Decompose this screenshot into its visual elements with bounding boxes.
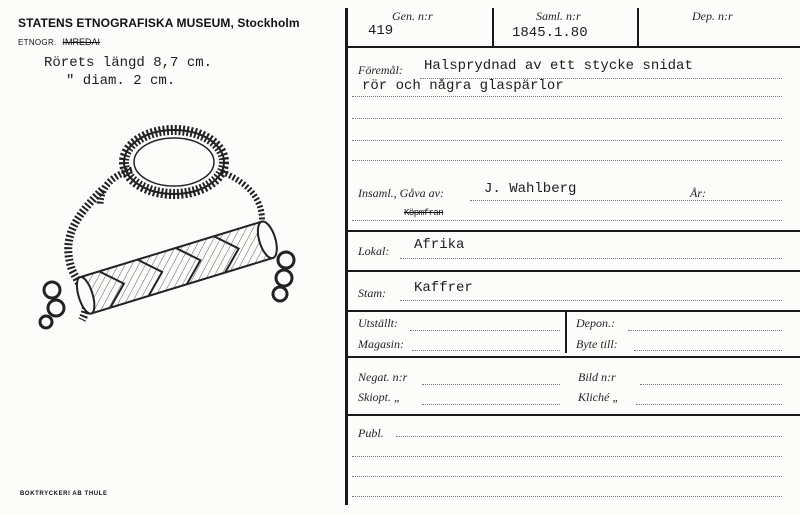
stam-value: Kaffrer — [414, 280, 473, 296]
header-separator-2 — [637, 8, 639, 46]
negat-label: Negat. n:r — [358, 370, 408, 384]
ar-label: År: — [690, 186, 706, 200]
foremal-dotline-5 — [352, 160, 782, 161]
foremal-dotline-4 — [352, 140, 782, 141]
foremal-line-2: rör och några glaspärlor — [362, 78, 564, 94]
foremal-dotline-2 — [352, 96, 782, 97]
utstallt-dotline — [410, 330, 560, 331]
depon-dotline — [628, 330, 782, 331]
foremal-label: Föremål: — [358, 63, 403, 77]
printer-imprint: BOKTRYCKERI AB THULE — [20, 491, 108, 497]
magasin-label: Magasin: — [358, 337, 404, 351]
bild-dotline — [640, 384, 782, 385]
vertical-divider — [345, 8, 348, 505]
publ-label: Publ. — [358, 426, 384, 440]
kliche-dotline — [636, 404, 782, 405]
publ-dotline-2 — [352, 456, 782, 457]
etnogr-struck-text: IMREDAI — [62, 37, 101, 47]
museum-name: STATENS ETNOGRAFISKA MUSEUM, Stockholm — [18, 16, 300, 30]
tube-diameter-note: " diam. 2 cm. — [66, 73, 176, 89]
publ-dotline-1 — [396, 436, 782, 437]
header-separator-1 — [492, 8, 494, 46]
publ-dotline-3 — [352, 476, 782, 477]
insaml-label: Insaml., Gåva av: — [358, 186, 444, 200]
byte-till-dotline — [634, 350, 782, 351]
media-rule — [348, 414, 800, 416]
dep-nr-label: Dep. n:r — [692, 9, 733, 23]
stam-label: Stam: — [358, 286, 386, 300]
insaml-rule — [348, 230, 800, 232]
storage-separator — [565, 311, 567, 353]
negat-dotline — [422, 384, 560, 385]
stam-rule — [348, 310, 800, 312]
saml-nr-label: Saml. n:r — [536, 9, 581, 23]
tube-length-note: Rörets längd 8,7 cm. — [44, 55, 213, 71]
gen-nr-value: 419 — [368, 23, 394, 39]
depon-label: Depon.: — [576, 316, 615, 330]
skiopt-dotline — [422, 404, 560, 405]
foremal-dotline-1 — [420, 78, 782, 79]
insaml-dotline — [470, 200, 782, 201]
insaml-struck-text: Köpmfran — [404, 208, 444, 218]
stam-dotline — [400, 300, 782, 301]
foremal-line-1: Halsprydnad av ett stycke snidat — [424, 58, 693, 74]
foremal-dotline-3 — [352, 118, 782, 119]
lokal-value: Afrika — [414, 237, 465, 253]
byte-till-label: Byte till: — [576, 337, 618, 351]
lokal-label: Lokal: — [358, 244, 390, 258]
kliche-label: Kliché „ — [578, 390, 619, 404]
lokal-rule — [348, 270, 800, 272]
skiopt-label: Skiopt. „ — [358, 390, 401, 404]
header-rule — [348, 46, 800, 48]
insaml-value: J. Wahlberg — [484, 181, 577, 197]
bild-label: Bild n:r — [578, 370, 616, 384]
gen-nr-label: Gen. n:r — [392, 9, 433, 23]
necklace-drawing — [32, 110, 312, 350]
lokal-dotline — [400, 258, 782, 259]
magasin-dotline — [412, 350, 560, 351]
publ-dotline-4 — [352, 496, 782, 497]
saml-nr-value: 1845.1.80 — [512, 25, 588, 41]
storage-rule — [348, 356, 800, 358]
etnogr-label: ETNOGR. — [18, 38, 57, 47]
insaml-dotline-2 — [352, 220, 782, 221]
etnogr-line — [18, 37, 100, 47]
utstallt-label: Utställt: — [358, 316, 399, 330]
